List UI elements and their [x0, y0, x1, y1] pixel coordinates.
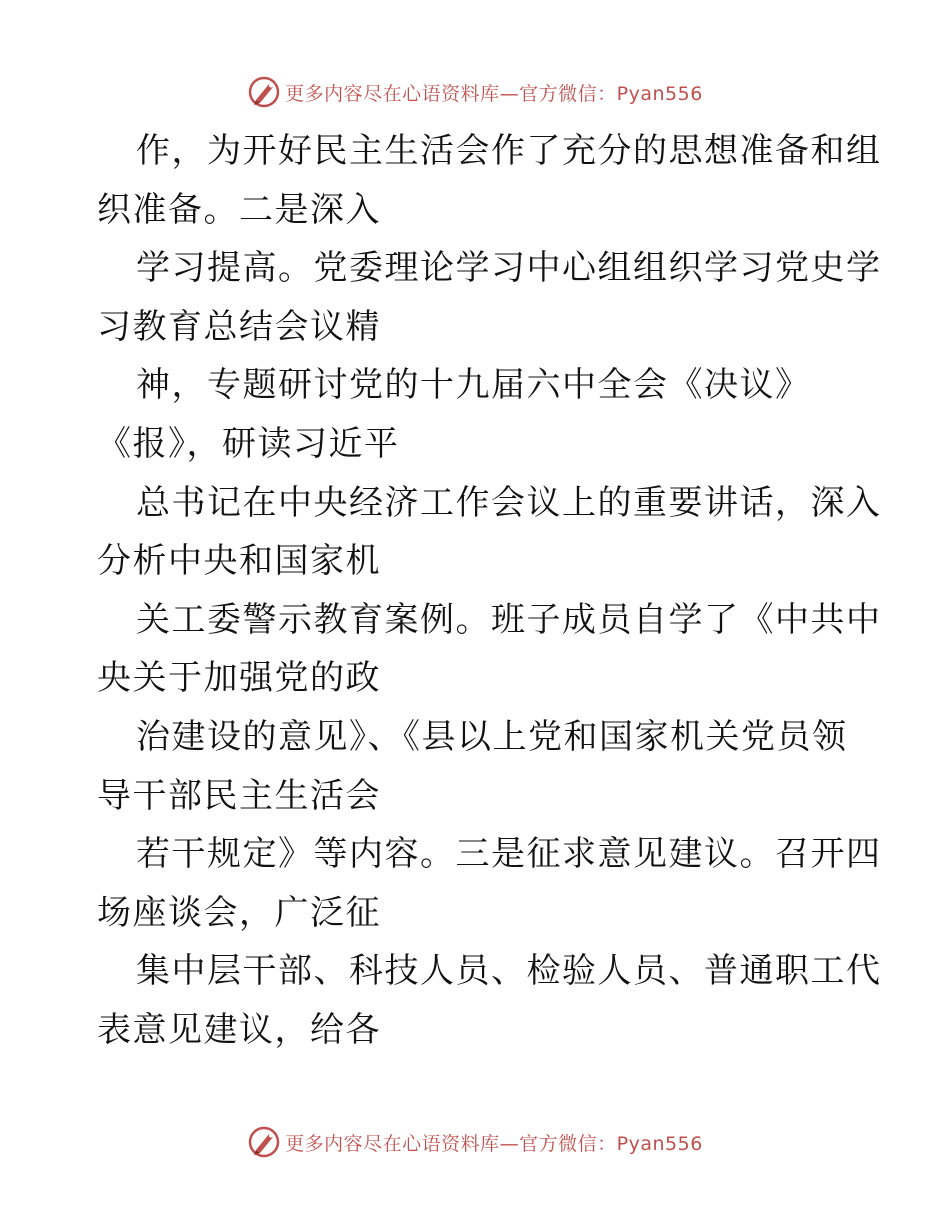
- text-line: 《报》，研读习近平: [97, 423, 400, 464]
- text-line: 若干规定》等内容。三是征求意见建议。召开四: [136, 834, 882, 875]
- text-line: 织准备。二是深入: [97, 189, 381, 230]
- text-line: 治建设的意见》、《县以上党和国家机关党员领: [136, 716, 848, 757]
- text-line: 央关于加强党的政: [97, 658, 381, 699]
- header-banner: [0, 72, 950, 112]
- text-line: 作，为开好民主生活会作了充分的思想准备和组: [136, 131, 882, 171]
- text-line: 关工委警示教育案例。班子成员自学了《中共中: [136, 599, 882, 640]
- text-line: 分析中央和国家机: [97, 541, 381, 582]
- pen-logo-icon: [247, 75, 281, 109]
- text-line: 导干部民主生活会: [97, 775, 381, 816]
- footer-banner-text: 更多内容尽在心语资料库—官方微信：Pyan556: [285, 1132, 703, 1155]
- pen-logo-icon: [247, 1125, 281, 1159]
- text-line: 学习提高。党委理论学习中心组组织学习党史学: [136, 248, 882, 289]
- text-line: 习教育总结会议精: [97, 306, 381, 347]
- text-line: 表意见建议，给各: [97, 1009, 381, 1050]
- document-body: [97, 122, 882, 1060]
- header-banner-text: 更多内容尽在心语资料库—官方微信：Pyan556: [285, 82, 703, 105]
- text-line: 集中层干部、科技人员、检验人员、普通职工代: [136, 951, 882, 992]
- text-line: 神，专题研讨党的十九届六中全会《决议》: [136, 365, 811, 406]
- text-line: 总书记在中央经济工作会议上的重要讲话，深入: [136, 482, 882, 523]
- text-line: 场座谈会，广泛征: [97, 892, 381, 933]
- footer-banner: [0, 1122, 950, 1162]
